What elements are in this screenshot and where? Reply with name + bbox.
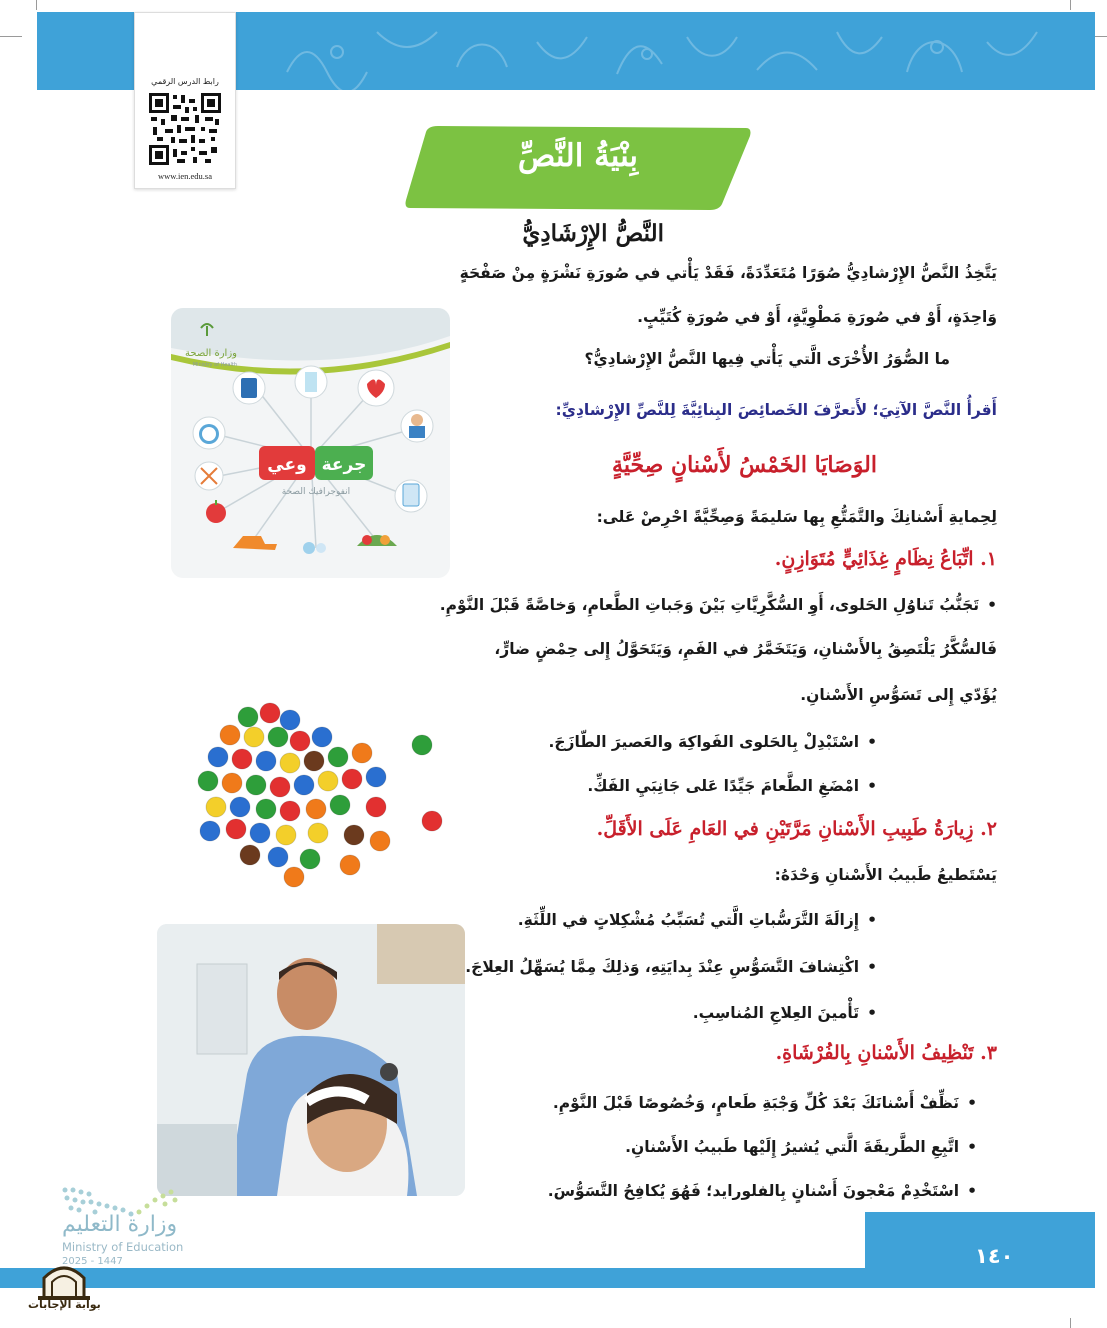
intro-line-1: يَتَّخِذُ النَّصُّ الإِرْشادِيُّ صُوَرًا مُتَعَدِّدَةً، فَقَدْ يَأْتي في صُورَةِ نَشْرَةٍ مِنْ صَفْحَةٍ [459,264,997,282]
section-3-title: ٣. تَنْظِيفُ الأَسْنانِ بِالفُرْشَاةِ. [775,1042,997,1064]
poster-ministry-ar: وزارة الصحة [185,348,237,359]
poster-word-1: جرعة [321,455,367,475]
section-1-bullet-1: • تَجَنُّبُ تَناوُلِ الحَلوى، أَوِ السُّكَّرِيَّاتِ بَيْنَ وَجَباتِ الطَّعامِ، وَخاصَّةً قَبْلَ النَّوْمِ. [440,596,997,614]
poster-word-2: وعي [267,455,307,475]
page-number: ١٤٠ [975,1244,1014,1268]
qr-code-icon [149,93,221,165]
crop-mark [0,36,22,37]
section-2-title: ٢. زِيارَةُ طَبِيبِ الأَسْنانِ مَرَّتَيْنِ في العَامِ عَلَى الأَقَلِّ. [596,818,997,840]
qr-url: www.ien.edu.sa [158,171,212,181]
ministry-name-en: Ministry of Education [62,1240,184,1254]
section-1-para-1: فَالسُّكَّرُ يَلْتَصِقُ بِالأَسْنانِ، وَيَتَخَمَّرُ في الفَمِ، وَيَتَحَوَّلُ إِلى حِمْضٍ ضارٍّ، [494,640,997,658]
article-title: الوَصَايَا الخَمْسُ لأَسْنانٍ صِحِّيَّةٍ [612,452,877,478]
section-1-bullet-3: • امْضَغِ الطَّعامَ جَيِّدًا عَلى جَانِبَيِ الفَكِّ. [587,777,877,795]
crop-mark [36,0,37,10]
section-2-lead: يَسْتَطيعُ طَبيبُ الأَسْنانِ وَحْدَهُ: [774,866,997,884]
health-poster-image [171,308,450,578]
section-2-bullet-2: • اكْتِشافَ التَّسَوُّسِ عِنْدَ بِدايَتِهِ، وَذلِكَ مِمَّا يُسَهِّلُ العِلاجَ. [465,958,877,976]
banner-title: بِنْيَةُ النَّصِّ [517,138,639,174]
section-1-bullet-2: • اسْتَبْدِلْ بِالحَلوى الفَواكِهَ والعَصيرَ الطّازَجَ. [548,733,877,751]
footer-band-strip [0,1268,1095,1288]
section-1-title: ١. اتِّبَاعُ نِظَامٍ غِذَائِيٍّ مُتَوَازِنٍ. [774,548,997,570]
reading-instruction: أَقرأُ النَّصَّ الآتِيَ؛ لأَتعرَّفَ الخَصائِصَ البِنائِيَّةَ لِلنَّصِّ الإِرْشادِيِّ: [555,401,997,419]
poster-ministry-en: Ministry of Health [192,362,237,368]
qr-code-card[interactable] [134,12,236,189]
edition-year: 2025 - 1447 [62,1256,123,1267]
section-3-bullet-2: • اتَّبِعِ الطَّريقَةَ الَّتي يُشيرُ إِلَيْها طَبيبُ الأَسْنانِ. [625,1138,977,1156]
watermark-text: بوابة الإجابات [28,1298,101,1311]
section-3-bullet-1: • نَظِّفْ أَسْنانَكَ بَعْدَ كُلِّ وَجْبَةِ طَعامٍ، وَخُصُوصًا قَبْلَ النَّوْمِ. [553,1094,977,1112]
qr-label: رابط الدرس الرقمي [151,77,219,86]
section-2-bullet-3: • تَأْمينَ العِلاجِ المُناسِبِ. [693,1004,877,1022]
ministry-name-ar: وزارة التعليم [62,1212,178,1237]
poster-caption: انفوجرافيك الصحة [281,487,351,497]
section-2-bullet-1: • إِزالَةَ التَّرَسُّباتِ الَّتي تُسَبِّبُ مُشْكِلاتٍ في اللِّثَةِ. [518,911,877,929]
crop-mark [1070,1318,1071,1328]
crop-mark [1070,0,1071,10]
article-lead: لِحِمايةِ أَسْنانِكَ والتَّمَتُّعِ بِها سَليمَةً وَصِحِّيَّةً احْرِصْ عَلى: [596,508,997,526]
page-heading: النَّصُّ الإِرْشَادِيُّ [522,220,664,247]
candy-image [190,695,450,895]
section-3-bullet-3: • اسْتَخْدِمْ مَعْجونَ أَسْنانٍ بِالفلورايد؛ فَهُوَ يُكافِحُ التَّسَوُّسَ. [548,1182,977,1200]
section-1-para-2: يُؤَدّي إِلى تَسَوُّسِ الأَسْنانِ. [800,686,997,704]
intro-question: ما الصُّوَرُ الأُخْرَى الَّتي يَأْتي فِيها النَّصُّ الإِرْشادِيُّ؟ [584,350,950,368]
intro-line-2: وَاحِدَةٍ، أَوْ في صُورَةِ مَطْوِيَّةٍ، أَوْ في صُورَةِ كُتَيِّبٍ. [637,308,997,326]
